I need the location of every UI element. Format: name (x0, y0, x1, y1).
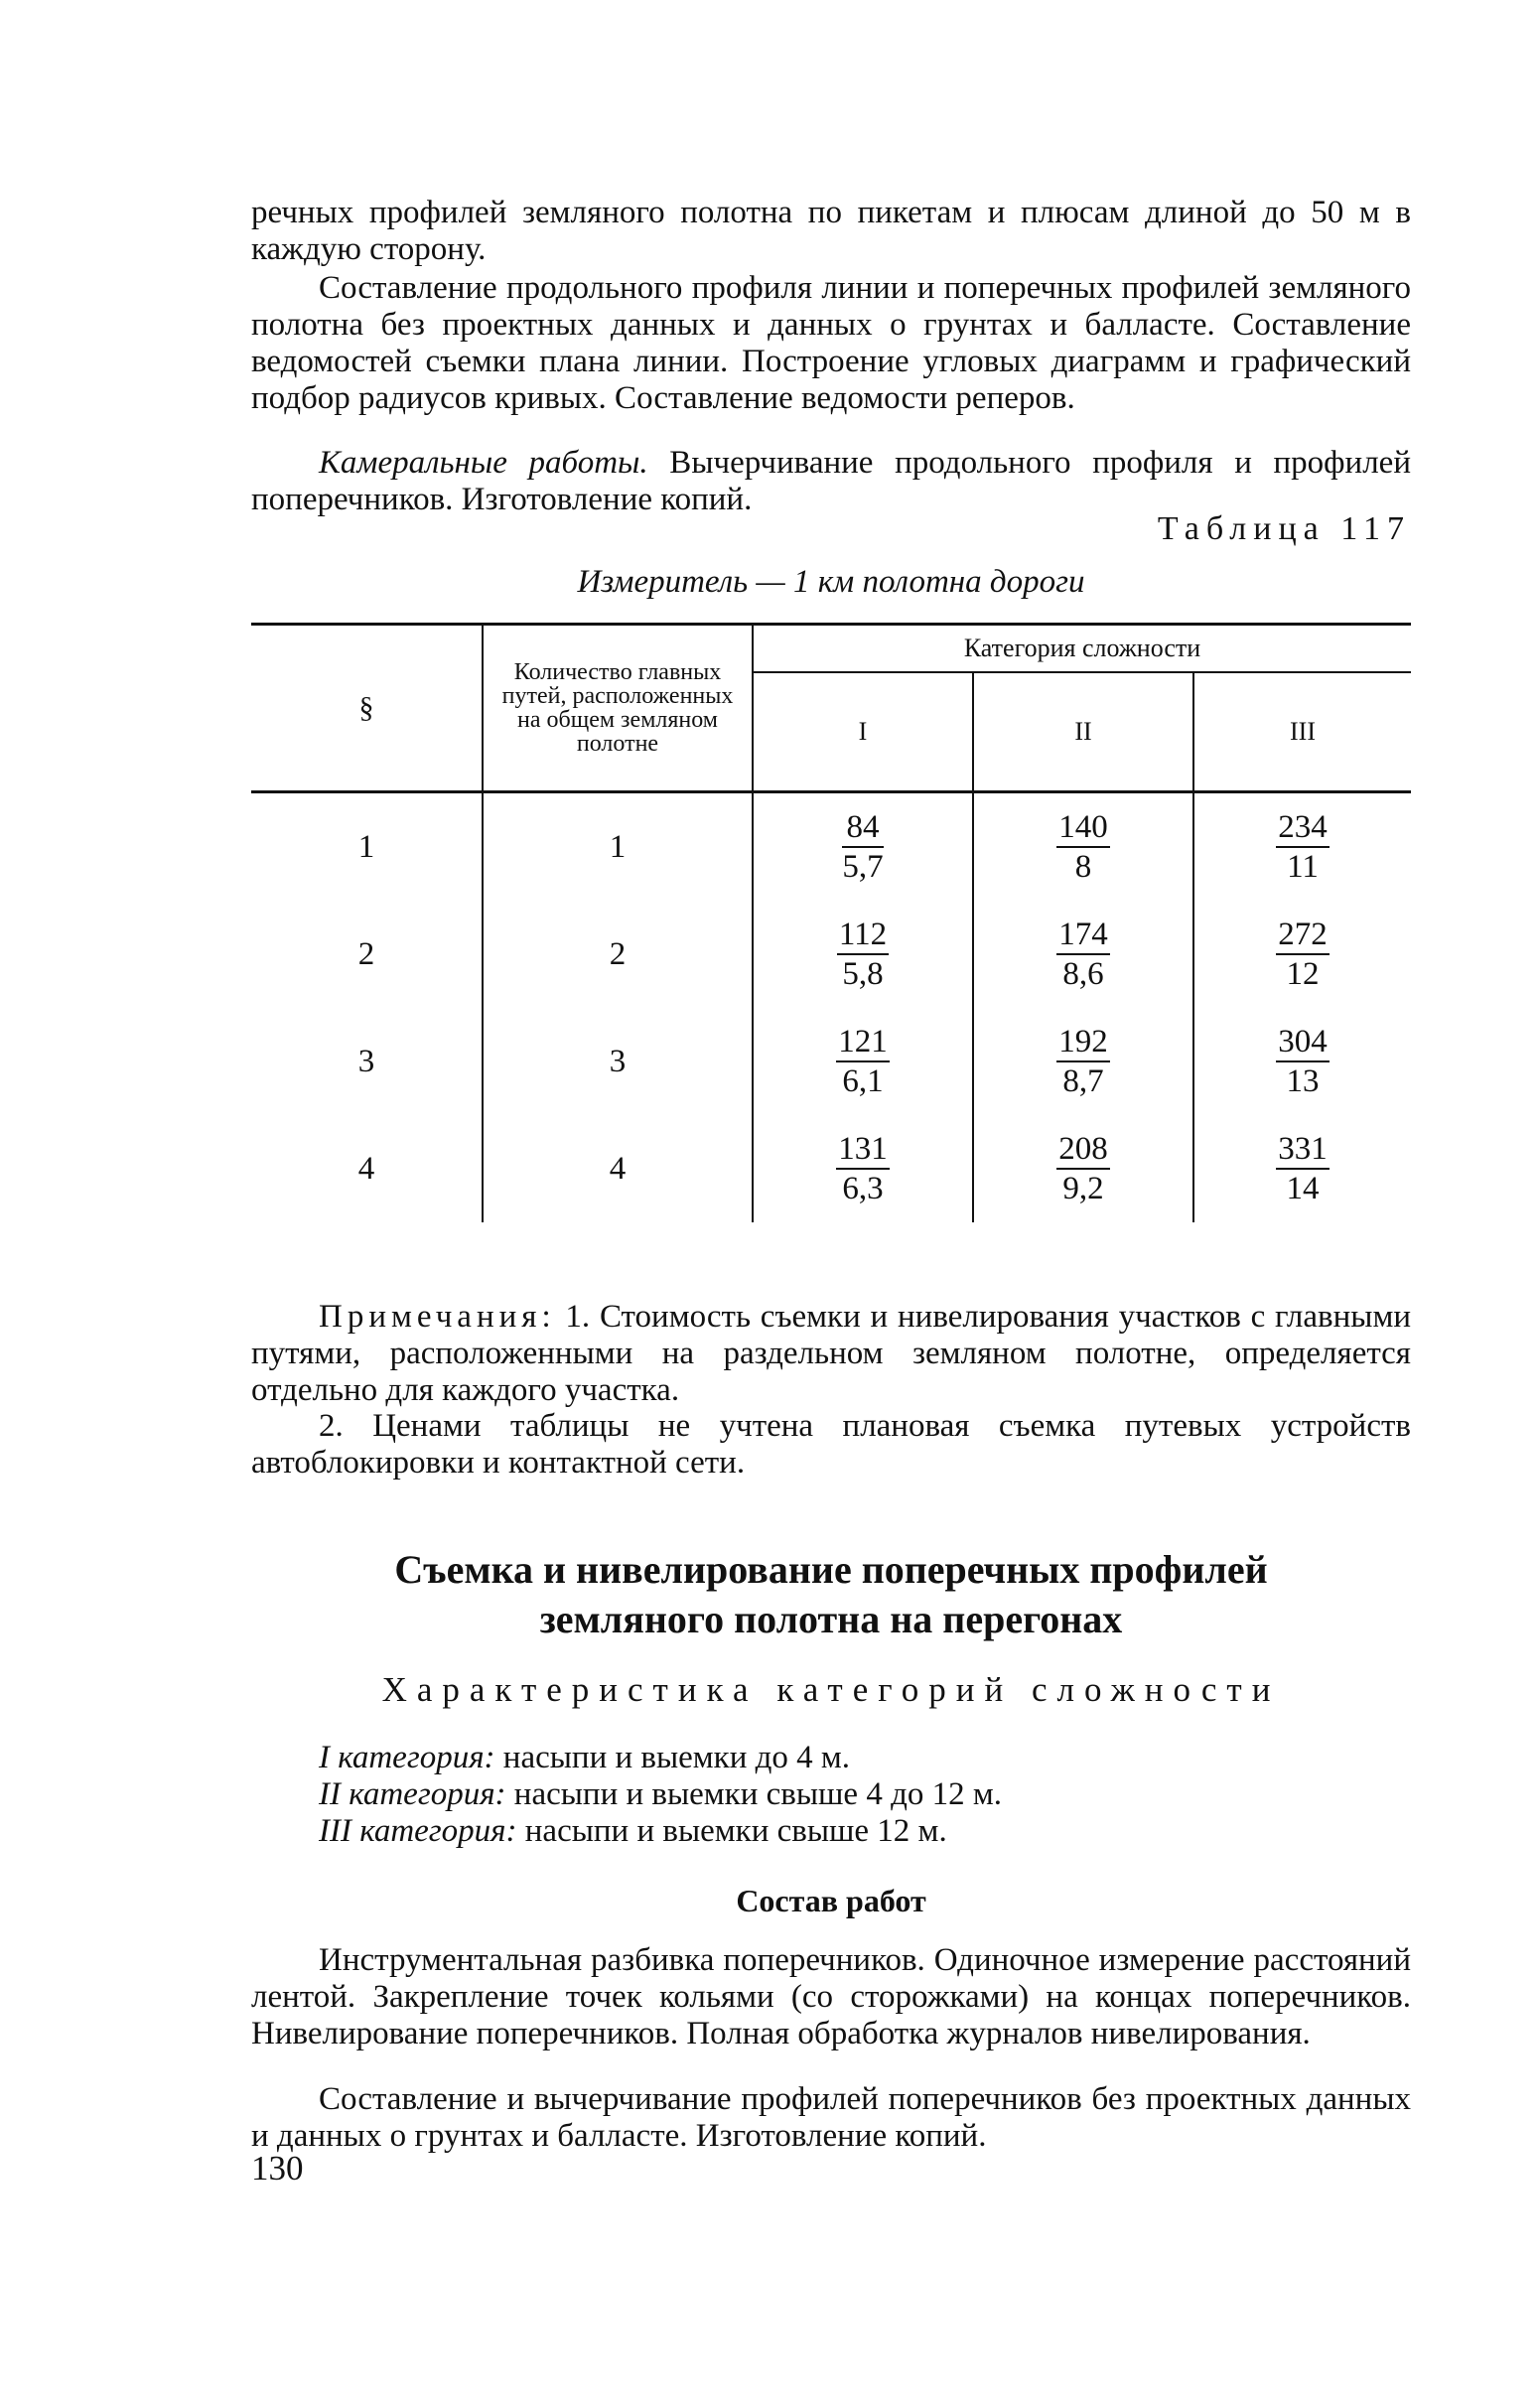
row-tracks: 2 (483, 901, 753, 1008)
works-title: Состав работ (736, 1883, 926, 1918)
cell-cat-1 (753, 901, 973, 1008)
row-tracks: 4 (483, 1115, 753, 1222)
labor-value: 5,7 (842, 849, 884, 885)
cell-cat-3 (1193, 1115, 1411, 1222)
header-cat-2: II (973, 672, 1193, 792)
labor-value: 8 (1074, 849, 1092, 885)
notes-label: Примечания: (319, 1299, 556, 1335)
note-1-text: 1. Стоимость съемки и нивелирования участков с главными путями, расположенными на раздельном земляном полотне, определяется отдельно для каждого участка. (251, 1299, 1411, 1408)
cost-value: 84 (842, 808, 883, 848)
cost-value: 112 (837, 916, 889, 955)
row-section: 4 (357, 1150, 375, 1187)
category-line-3 (319, 1813, 947, 1850)
row-section: 1 (357, 828, 375, 865)
category-label: III категория: (319, 1813, 517, 1849)
row-section: 3 (357, 1043, 375, 1079)
labor-value: 13 (1286, 1063, 1320, 1099)
category-line-1 (319, 1740, 850, 1776)
section-subheading: Характеристика категорий сложности (381, 1670, 1281, 1709)
price-table (251, 623, 1411, 1222)
cell-cat-3 (1193, 792, 1411, 902)
category-text: насыпи и выемки свыше 4 до 12 м. (505, 1776, 1002, 1812)
intro-paragraph-3 (251, 445, 1411, 518)
cost-value: 140 (1056, 808, 1110, 848)
table-row (251, 1008, 1411, 1115)
cell-cat-2 (973, 901, 1193, 1008)
cell-cat-2 (973, 1008, 1193, 1115)
section-heading-line-1: Съемка и нивелирование поперечных профилей (394, 1547, 1268, 1592)
table-caption: Таблица 117 (1157, 510, 1411, 547)
cost-value: 121 (836, 1023, 890, 1062)
cell-cat-2 (973, 1115, 1193, 1222)
cell-cat-3 (1193, 901, 1411, 1008)
labor-value: 9,2 (1062, 1171, 1104, 1206)
labor-value: 12 (1286, 956, 1320, 992)
header-tracks: Количество главных путей, расположенных на общем земляном полотне (483, 625, 753, 792)
labor-value: 5,8 (842, 956, 884, 992)
cell-cat-1 (753, 792, 973, 902)
notes-paragraph-2: 2. Ценами таблицы не учтена плановая съемка путевых устройств автоблокировки и контактной сети. (251, 1408, 1411, 1481)
cost-value: 131 (836, 1130, 890, 1170)
cost-value: 331 (1276, 1130, 1330, 1170)
page-number: 130 (251, 2149, 304, 2188)
cell-cat-1 (753, 1008, 973, 1115)
labor-value: 11 (1287, 849, 1319, 885)
header-category: Категория сложности (753, 625, 1411, 673)
labor-value: 8,7 (1062, 1063, 1104, 1099)
row-tracks: 3 (483, 1008, 753, 1115)
labor-value: 14 (1286, 1171, 1320, 1206)
category-label: I категория: (319, 1740, 495, 1775)
header-section: § (251, 625, 483, 792)
cost-value: 208 (1056, 1130, 1110, 1170)
header-cat-3: III (1193, 672, 1411, 792)
intro-paragraph-2: Составление продольного профиля линии и поперечных профилей земляного полотна без проектных данных и данных о грунтах и балласте. Составление ведомостей съемки плана линии. Построение угловых диаграмм и графический подбор радиусов кривых. Составление ведомости реперов. (251, 270, 1411, 416)
works-paragraph-2: Составление и вычерчивание профилей поперечников без проектных данных и данных о грунтах и балласте. Изготовление копий. (251, 2081, 1411, 2154)
cost-value: 272 (1276, 916, 1330, 955)
cost-value: 174 (1056, 916, 1110, 955)
labor-value: 6,1 (842, 1063, 884, 1099)
cost-value: 192 (1056, 1023, 1110, 1062)
notes-paragraph-1 (251, 1299, 1411, 1409)
cell-cat-1 (753, 1115, 973, 1222)
category-label: II категория: (319, 1776, 506, 1812)
header-cat-1: I (753, 672, 973, 792)
cost-value: 234 (1276, 808, 1330, 848)
desk-work-text: Вычерчивание продольного профиля и профилей поперечников. Изготовление копий. (251, 445, 1411, 517)
table-measure-unit: Измеритель — 1 км полотна дороги (577, 564, 1085, 600)
labor-value: 8,6 (1062, 956, 1104, 992)
cost-value: 304 (1276, 1023, 1330, 1062)
category-text: насыпи и выемки до 4 м. (494, 1740, 851, 1775)
intro-paragraph-1: речных профилей земляного полотна по пикетам и плюсам длиной до 50 м в каждую сторону. (251, 195, 1411, 267)
table-row (251, 1115, 1411, 1222)
category-text: насыпи и выемки свыше 12 м. (516, 1813, 947, 1849)
cell-cat-3 (1193, 1008, 1411, 1115)
table-row (251, 901, 1411, 1008)
table-row (251, 792, 1411, 902)
category-line-2 (319, 1776, 1002, 1813)
labor-value: 6,3 (842, 1171, 884, 1206)
works-paragraph-1: Инструментальная разбивка поперечников. Одиночное измерение расстояний лентой. Закрепление точек кольями (со сторожками) на концах поперечников. Нивелирование поперечников. Полная обработка журналов нивелирования. (251, 1942, 1411, 2051)
desk-work-label: Камеральные работы. (319, 445, 648, 481)
cell-cat-2 (973, 792, 1193, 902)
row-section: 2 (357, 935, 375, 972)
row-tracks: 1 (483, 792, 753, 902)
section-heading-line-2: земляного полотна на перегонах (539, 1597, 1123, 1641)
